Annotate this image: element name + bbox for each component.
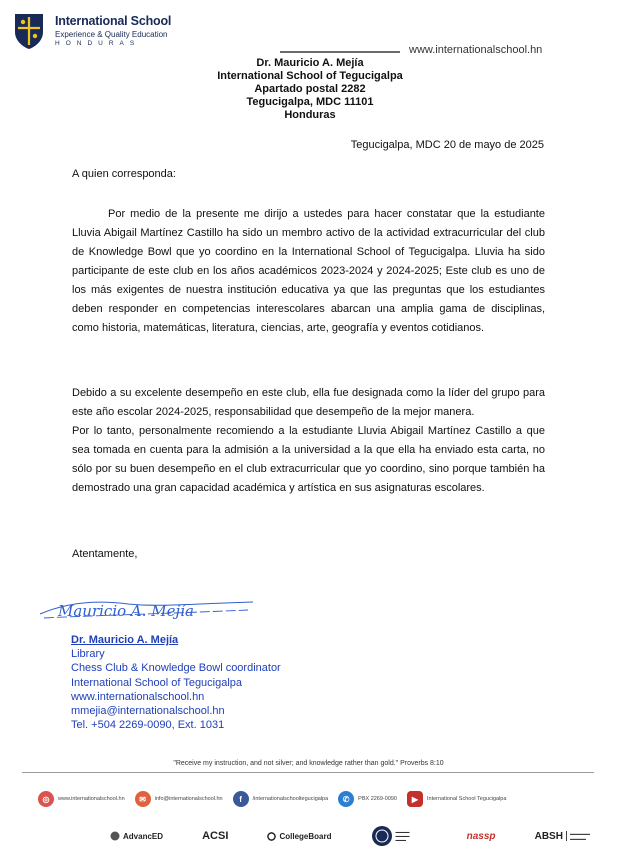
signer-email[interactable]: mmejia@internationalschool.hn <box>71 705 225 718</box>
youtube-icon: ▶ <box>407 791 423 807</box>
nassp-logo-icon <box>467 831 496 842</box>
contact-youtube[interactable] <box>407 791 506 807</box>
svg-text:Mauricio A. Mejía: Mauricio A. Mejía <box>58 602 194 620</box>
advanced-logo-icon <box>110 831 163 841</box>
signer-dept: Library <box>71 648 105 661</box>
contact-facebook[interactable] <box>233 791 329 807</box>
signer-role: Chess Club & Knowledge Bowl coordinator <box>71 662 281 675</box>
sender-school: International School of Tegucigalpa <box>217 70 403 82</box>
contact-email-text: info@internationalschool.hn <box>154 796 223 802</box>
acsi-logo-text: ACSI <box>202 830 229 842</box>
paragraph-2b: Por lo tanto, personalmente recomiendo a la estudiante Lluvia Abigail Martínez Castillo a que sea tomada en cuenta para la admisión a la universidad a la que ella ha enviado esta carta, no sólo por su buen desempeño en el club extracurricular que yo coordino, sino porque también ha demostrado una gran capacidad académica y artística en sus asignaturas escolares. <box>72 425 545 494</box>
contact-youtube-text: International School Tegucigalpa <box>427 796 507 802</box>
signer-web[interactable]: www.internationalschool.hn <box>71 690 205 703</box>
school-tagline: Experience & Quality Education <box>55 30 168 39</box>
collegeboard-logo-icon <box>267 832 331 841</box>
paragraph-1 <box>72 205 545 338</box>
signature-block <box>71 633 281 732</box>
footer-contacts <box>38 788 598 810</box>
absh-logo-text: ABSH <box>534 830 563 842</box>
header-divider <box>280 51 400 53</box>
contact-facebook-text: /internationalschooltegucigalpa <box>252 796 329 802</box>
closing: Atentamente, <box>72 548 138 560</box>
school-name: International School <box>55 14 172 28</box>
signer-phone: Tel. +504 2269-0090, Ext. 1031 <box>71 719 225 732</box>
sender-postal: Apartado postal 2282 <box>254 83 366 95</box>
footer-quote: "Receive my instruction, and not silver; and knowledge rather than gold." Proverbs 8:10 <box>173 760 444 767</box>
globe-icon: ◎ <box>38 791 54 807</box>
contact-email[interactable] <box>135 791 223 807</box>
signer-name[interactable]: Dr. Mauricio A. Mejía <box>71 634 179 646</box>
school-logo-icon <box>13 12 45 50</box>
sender-city: Tegucigalpa, MDC 11101 <box>246 96 374 108</box>
sender-name: Dr. Mauricio A. Mejía <box>256 57 364 69</box>
letter-date: Tegucigalpa, MDC 20 de mayo de 2025 <box>350 139 544 151</box>
signer-school: International School of Tegucigalpa <box>71 676 243 689</box>
advanced-logo-text: AdvancED <box>123 831 164 841</box>
sender-address <box>150 57 470 122</box>
footer-divider <box>22 772 594 773</box>
contact-phone[interactable] <box>338 791 397 807</box>
contact-website[interactable] <box>38 791 125 807</box>
contact-phone-text: PBX 2269-0090 <box>358 796 397 802</box>
nassp-logo-text: nassp <box>466 830 496 842</box>
collegeboard-logo-text: CollegeBoard <box>279 831 332 841</box>
phone-icon: ✆ <box>338 791 354 807</box>
paragraph-2a: Debido a su excelente desempeño en este club, ella fue designada como la líder del grupo para este año escolar 2024-2025, responsabilidad que desempeño de la mejor manera. <box>72 387 545 418</box>
greeting: A quien corresponda: <box>72 168 176 180</box>
accreditation-logos <box>110 824 590 848</box>
acsi-logo-icon <box>202 830 228 842</box>
school-country: HONDURAS <box>55 40 141 47</box>
paragraph-1-text: Por medio de la presente me dirijo a ustedes para hacer constatar que la estudiante Lluvia Abigail Martínez Castillo ha sido un membro activo de la actividad extracurricular del club de Knowledge Bowl que yo coordino en la International School of Tegucigalpa. Lluvia ha sido participante de este club en los años académicos 2023-2024 y 2024-2025; Este club es uno de los más exigentes de nuestra institución educativa ya que las preguntas que los estudiantes deben responder en competencias interescolares abarcan una amplia gama de disciplinas, como historia, matemáticas, literatura, ciencias, arte, geografía y eventos cotidianos. <box>72 208 545 334</box>
absh-logo-icon: ABSH ▬▬▬▬▬ ▬▬▬▬ <box>534 830 590 842</box>
handwritten-signature <box>38 592 258 628</box>
email-icon: ✉ <box>135 791 151 807</box>
header-url[interactable]: www.internationalschool.hn <box>409 44 543 56</box>
sender-country: Honduras <box>284 109 336 121</box>
facebook-icon: f <box>233 791 249 807</box>
contact-website-text: www.internationalschool.hn <box>58 796 125 802</box>
paragraph-2 <box>72 384 545 498</box>
association-seal-icon: ▬▬▬▬ ▬▬▬▬ ▬▬▬ <box>371 825 428 847</box>
